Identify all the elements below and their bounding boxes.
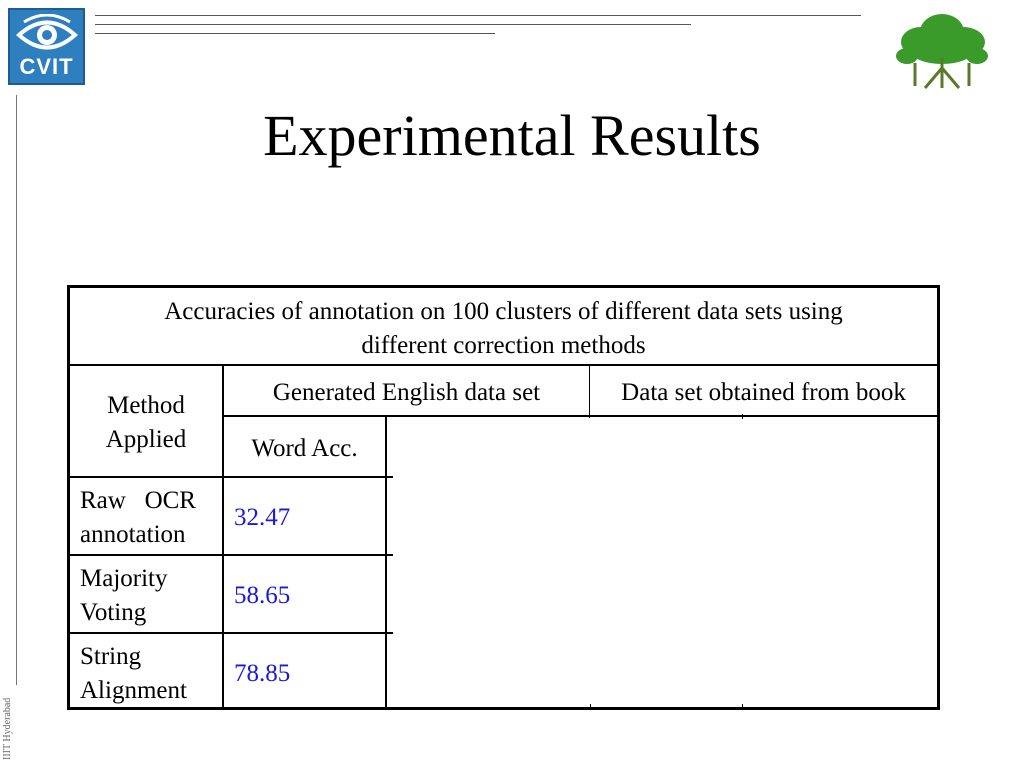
slide-title: Experimental Results bbox=[263, 103, 761, 168]
method-line: String bbox=[80, 643, 142, 670]
method-header-line: Applied bbox=[105, 426, 187, 453]
table-rule bbox=[590, 704, 591, 707]
table-rule bbox=[70, 554, 393, 556]
table-rule bbox=[222, 415, 937, 417]
table-rule bbox=[70, 364, 937, 366]
word-acc-value: 78.85 bbox=[234, 660, 291, 687]
table-row-method bbox=[80, 484, 215, 552]
table-rule bbox=[385, 416, 387, 707]
word-acc-value: 58.65 bbox=[234, 582, 291, 609]
results-table bbox=[67, 285, 940, 710]
group-header-book: Data set obtained from book bbox=[621, 379, 906, 406]
table-rule bbox=[742, 704, 743, 707]
table-caption bbox=[70, 295, 937, 363]
table-row-method bbox=[80, 640, 220, 708]
method-line: annotation bbox=[80, 521, 186, 548]
banyan-tree-icon bbox=[895, 8, 989, 92]
table-rule bbox=[70, 632, 393, 634]
word-acc-header: Word Acc. bbox=[251, 435, 358, 462]
method-line: Raw OCR bbox=[80, 487, 196, 514]
logo-text: CVIT bbox=[19, 54, 74, 79]
header-rule bbox=[95, 15, 861, 16]
method-line: Majority bbox=[80, 565, 168, 592]
method-header bbox=[70, 389, 222, 457]
eye-icon bbox=[16, 14, 78, 56]
header-rule bbox=[95, 24, 691, 25]
method-line: Alignment bbox=[80, 677, 187, 704]
left-rule bbox=[16, 95, 17, 685]
side-label: IIIT Hyderabad bbox=[2, 697, 13, 760]
table-rule bbox=[70, 476, 393, 478]
method-header-line: Method bbox=[107, 392, 185, 419]
table-caption-line: different correction methods bbox=[361, 332, 646, 359]
table-caption-line: Accuracies of annotation on 100 clusters of different data sets using bbox=[164, 298, 843, 325]
method-line: Voting bbox=[80, 599, 147, 626]
group-header-generated: Generated English data set bbox=[272, 379, 541, 406]
header-rule bbox=[95, 33, 495, 34]
table-row-method bbox=[80, 562, 215, 630]
cvit-logo bbox=[8, 8, 85, 85]
word-acc-value: 32.47 bbox=[234, 504, 291, 531]
